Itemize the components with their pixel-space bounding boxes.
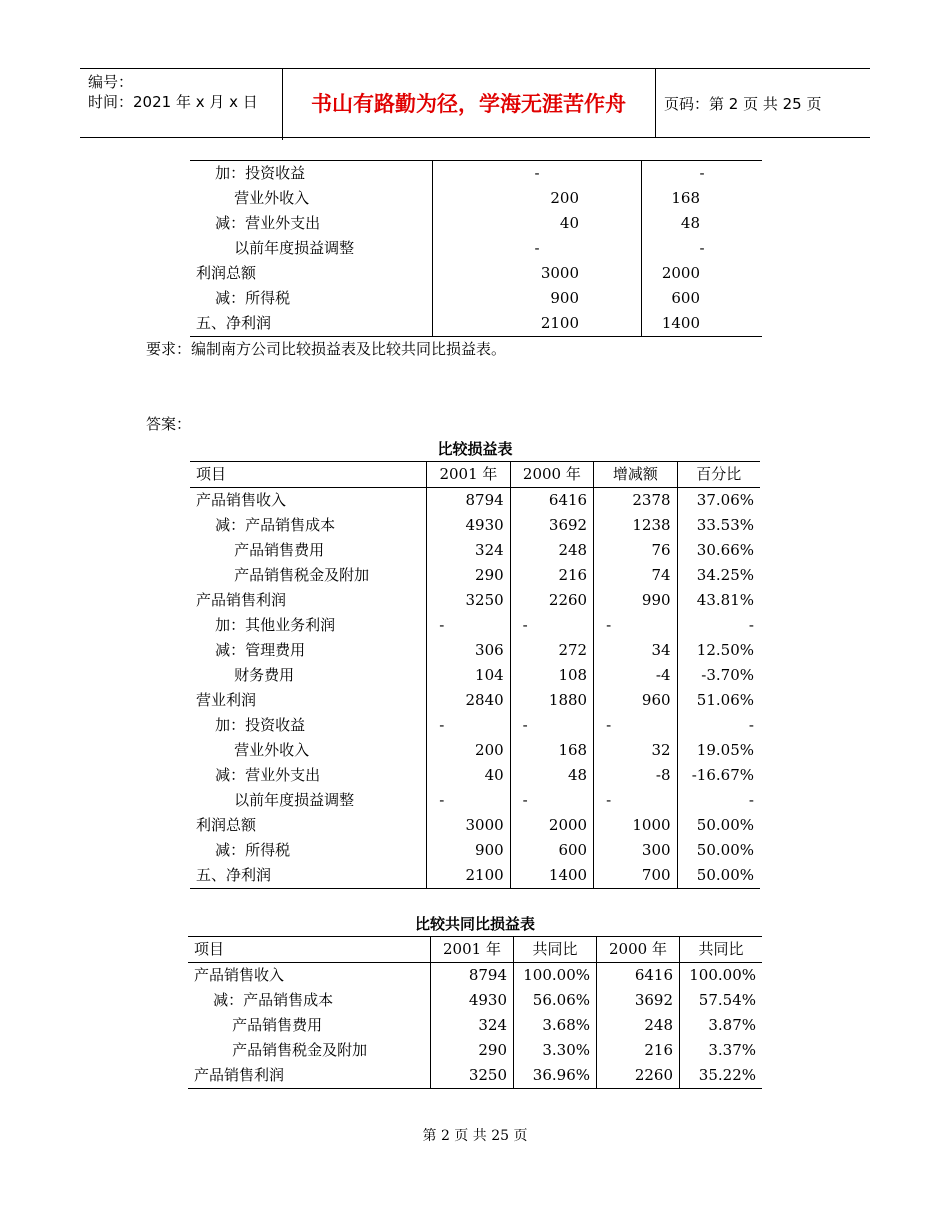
row-item-label: 产品销售费用	[188, 1013, 431, 1038]
row-value: 216	[510, 563, 593, 588]
column-header: 增减额	[594, 462, 677, 488]
comparative-income-statement	[190, 461, 760, 889]
row-value: 36.96%	[514, 1063, 597, 1089]
row-value: 6416	[597, 963, 680, 989]
table-row	[188, 1013, 762, 1038]
row-item-label: 加：投资收益	[190, 161, 433, 187]
row-value: 35.22%	[698, 1066, 756, 1084]
table-row	[190, 286, 762, 311]
value-2000: -	[699, 239, 705, 257]
column-header: 2001 年	[431, 937, 514, 963]
row-value: 57.54%	[698, 991, 756, 1009]
row-item-label: 五、净利润	[190, 863, 427, 889]
row-value: 37.06%	[696, 491, 754, 509]
row-value: 290	[427, 563, 510, 588]
row-value: -	[510, 613, 593, 638]
row-item-label: 加：投资收益	[190, 713, 427, 738]
row-value: 34.25%	[696, 566, 754, 584]
row-value: 50.00%	[696, 816, 754, 834]
row-value: -	[594, 613, 677, 638]
table-row	[190, 638, 760, 663]
row-value: 960	[594, 688, 677, 713]
table-row	[190, 211, 762, 236]
row-value: -	[748, 616, 754, 634]
row-value: 8794	[431, 963, 514, 989]
row-value: 3.30%	[514, 1038, 597, 1063]
row-item-label: 减：产品销售成本	[188, 988, 431, 1013]
row-item-label: 减：产品销售成本	[190, 513, 427, 538]
row-value: 3.37%	[708, 1041, 756, 1059]
row-value: 56.06%	[514, 988, 597, 1013]
row-value: 33.53%	[696, 516, 754, 534]
row-value: 272	[510, 638, 593, 663]
value-2000: 1400	[661, 314, 700, 332]
row-value: -16.67%	[691, 766, 754, 784]
page-footer: 第 2 页 共 25 页	[422, 1128, 528, 1144]
row-value: 4930	[427, 513, 510, 538]
row-item-label: 以前年度损益调整	[190, 236, 433, 261]
row-value: -	[594, 713, 677, 738]
table-row	[188, 1038, 762, 1063]
row-value: 3.68%	[514, 1013, 597, 1038]
row-value: 2378	[594, 488, 677, 514]
row-item-label: 产品销售税金及附加	[188, 1038, 431, 1063]
row-item-label: 产品销售收入	[190, 488, 427, 514]
row-value: 108	[510, 663, 593, 688]
value-2000: 48	[680, 214, 700, 232]
row-value: -	[748, 791, 754, 809]
row-value: 3000	[427, 813, 510, 838]
income-table-continuation	[190, 160, 762, 337]
row-value: 76	[594, 538, 677, 563]
table-row	[190, 563, 760, 588]
answer-label: 答案：	[146, 415, 192, 433]
row-value: -8	[594, 763, 677, 788]
page-number-label: 页码：第 2 页 共 25 页	[664, 94, 822, 113]
table-row	[190, 688, 760, 713]
row-item-label: 产品销售利润	[188, 1063, 431, 1089]
row-item-label: 以前年度损益调整	[190, 788, 427, 813]
row-value: 168	[510, 738, 593, 763]
table-row	[190, 311, 762, 337]
row-item-label: 营业利润	[190, 688, 427, 713]
value-2000: 600	[671, 289, 700, 307]
motto: 书山有路勤为径，学海无涯苦作舟	[282, 69, 656, 137]
row-value: -	[510, 713, 593, 738]
row-item-label: 产品销售收入	[188, 963, 431, 989]
row-value: 306	[427, 638, 510, 663]
row-value: 51.06%	[696, 691, 754, 709]
row-value: 48	[510, 763, 593, 788]
row-value: -	[427, 713, 510, 738]
row-value: 2260	[597, 1063, 680, 1089]
column-header: 百分比	[677, 462, 760, 488]
row-item-label: 营业外收入	[190, 186, 433, 211]
row-value: 1000	[594, 813, 677, 838]
table-row	[190, 161, 762, 187]
row-item-label: 减：所得税	[190, 838, 427, 863]
table-row	[190, 713, 760, 738]
header-meta-cell	[80, 69, 283, 140]
table-row	[188, 963, 762, 989]
value-2001: 200	[433, 186, 642, 211]
row-value: 3250	[427, 588, 510, 613]
number-label: 编号：	[88, 73, 134, 91]
row-item-label: 减：所得税	[190, 286, 433, 311]
value-2000: 2000	[661, 264, 700, 282]
row-value: 6416	[510, 488, 593, 514]
page-header	[80, 68, 870, 138]
column-header: 共同比	[514, 937, 597, 963]
row-value: 900	[427, 838, 510, 863]
row-value: -	[510, 788, 593, 813]
row-item-label: 加：其他业务利润	[190, 613, 427, 638]
row-value: 3.87%	[708, 1016, 756, 1034]
row-value: 990	[594, 588, 677, 613]
row-value: 1400	[510, 863, 593, 889]
column-header: 项目	[188, 937, 431, 963]
table-row	[190, 186, 762, 211]
row-value: 34	[594, 638, 677, 663]
row-value: 12.50%	[696, 641, 754, 659]
row-value: 300	[594, 838, 677, 863]
row-item-label: 产品销售税金及附加	[190, 563, 427, 588]
row-item-label: 营业外收入	[190, 738, 427, 763]
row-item-label: 减：管理费用	[190, 638, 427, 663]
row-item-label: 产品销售费用	[190, 538, 427, 563]
value-2001: -	[433, 236, 642, 261]
row-value: 104	[427, 663, 510, 688]
date-label: 时间：2021 年 x 月 x 日	[88, 93, 258, 111]
row-value: 74	[594, 563, 677, 588]
row-value: 248	[510, 538, 593, 563]
row-value: 100.00%	[689, 966, 756, 984]
row-value: 43.81%	[696, 591, 754, 609]
row-value: 3250	[431, 1063, 514, 1089]
value-2001: 3000	[433, 261, 642, 286]
column-header: 项目	[190, 462, 427, 488]
row-item-label: 财务费用	[190, 663, 427, 688]
table-row	[190, 788, 760, 813]
value-2001: -	[433, 161, 642, 187]
table-row	[190, 813, 760, 838]
row-item-label: 利润总额	[190, 813, 427, 838]
value-2001: 2100	[433, 311, 642, 337]
common-size-income-statement	[188, 936, 762, 1089]
row-value: 700	[594, 863, 677, 889]
row-value: 200	[427, 738, 510, 763]
table-row	[190, 513, 760, 538]
value-2001: 40	[433, 211, 642, 236]
table-row	[190, 838, 760, 863]
row-value: 8794	[427, 488, 510, 514]
common-size-income-statement-title: 比较共同比损益表	[414, 915, 535, 933]
row-value: -4	[594, 663, 677, 688]
row-value: 3692	[597, 988, 680, 1013]
row-value: 2000	[510, 813, 593, 838]
table-row	[190, 763, 760, 788]
column-header: 共同比	[680, 937, 763, 963]
table-row	[190, 488, 760, 514]
row-value: 30.66%	[696, 541, 754, 559]
row-value: 216	[597, 1038, 680, 1063]
row-value: 19.05%	[696, 741, 754, 759]
value-2001: 900	[433, 286, 642, 311]
row-value: -3.70%	[701, 666, 754, 684]
table-row	[190, 863, 760, 889]
column-header: 2000 年	[510, 462, 593, 488]
row-item-label: 五、净利润	[190, 311, 433, 337]
comparative-income-statement-title: 比较损益表	[437, 440, 513, 458]
row-value: 4930	[431, 988, 514, 1013]
row-value: 324	[427, 538, 510, 563]
row-value: -	[427, 613, 510, 638]
row-item-label: 产品销售利润	[190, 588, 427, 613]
table-row	[190, 236, 762, 261]
row-value: 1238	[594, 513, 677, 538]
requirement-text: 要求：编制南方公司比较损益表及比较共同比损益表。	[146, 340, 507, 358]
value-2000: 168	[671, 189, 700, 207]
column-header: 2000 年	[597, 937, 680, 963]
row-item-label: 减：营业外支出	[190, 763, 427, 788]
table-row	[190, 588, 760, 613]
table-row	[190, 663, 760, 688]
table-row	[190, 538, 760, 563]
table-row	[188, 988, 762, 1013]
row-value: 32	[594, 738, 677, 763]
table-row	[190, 738, 760, 763]
table-row	[190, 613, 760, 638]
row-value: -	[594, 788, 677, 813]
row-value: 100.00%	[514, 963, 597, 989]
row-item-label: 减：营业外支出	[190, 211, 433, 236]
row-value: 2840	[427, 688, 510, 713]
row-value: 290	[431, 1038, 514, 1063]
row-value: 1880	[510, 688, 593, 713]
row-value: 2260	[510, 588, 593, 613]
row-value: -	[748, 716, 754, 734]
row-value: 50.00%	[696, 866, 754, 884]
row-value: 600	[510, 838, 593, 863]
row-value: 40	[427, 763, 510, 788]
row-value: 324	[431, 1013, 514, 1038]
row-value: 3692	[510, 513, 593, 538]
row-value: 50.00%	[696, 841, 754, 859]
value-2000: -	[699, 164, 705, 182]
row-value: -	[427, 788, 510, 813]
table-row	[190, 261, 762, 286]
column-header: 2001 年	[427, 462, 510, 488]
table-row	[188, 1063, 762, 1089]
row-item-label: 利润总额	[190, 261, 433, 286]
row-value: 248	[597, 1013, 680, 1038]
row-value: 2100	[427, 863, 510, 889]
